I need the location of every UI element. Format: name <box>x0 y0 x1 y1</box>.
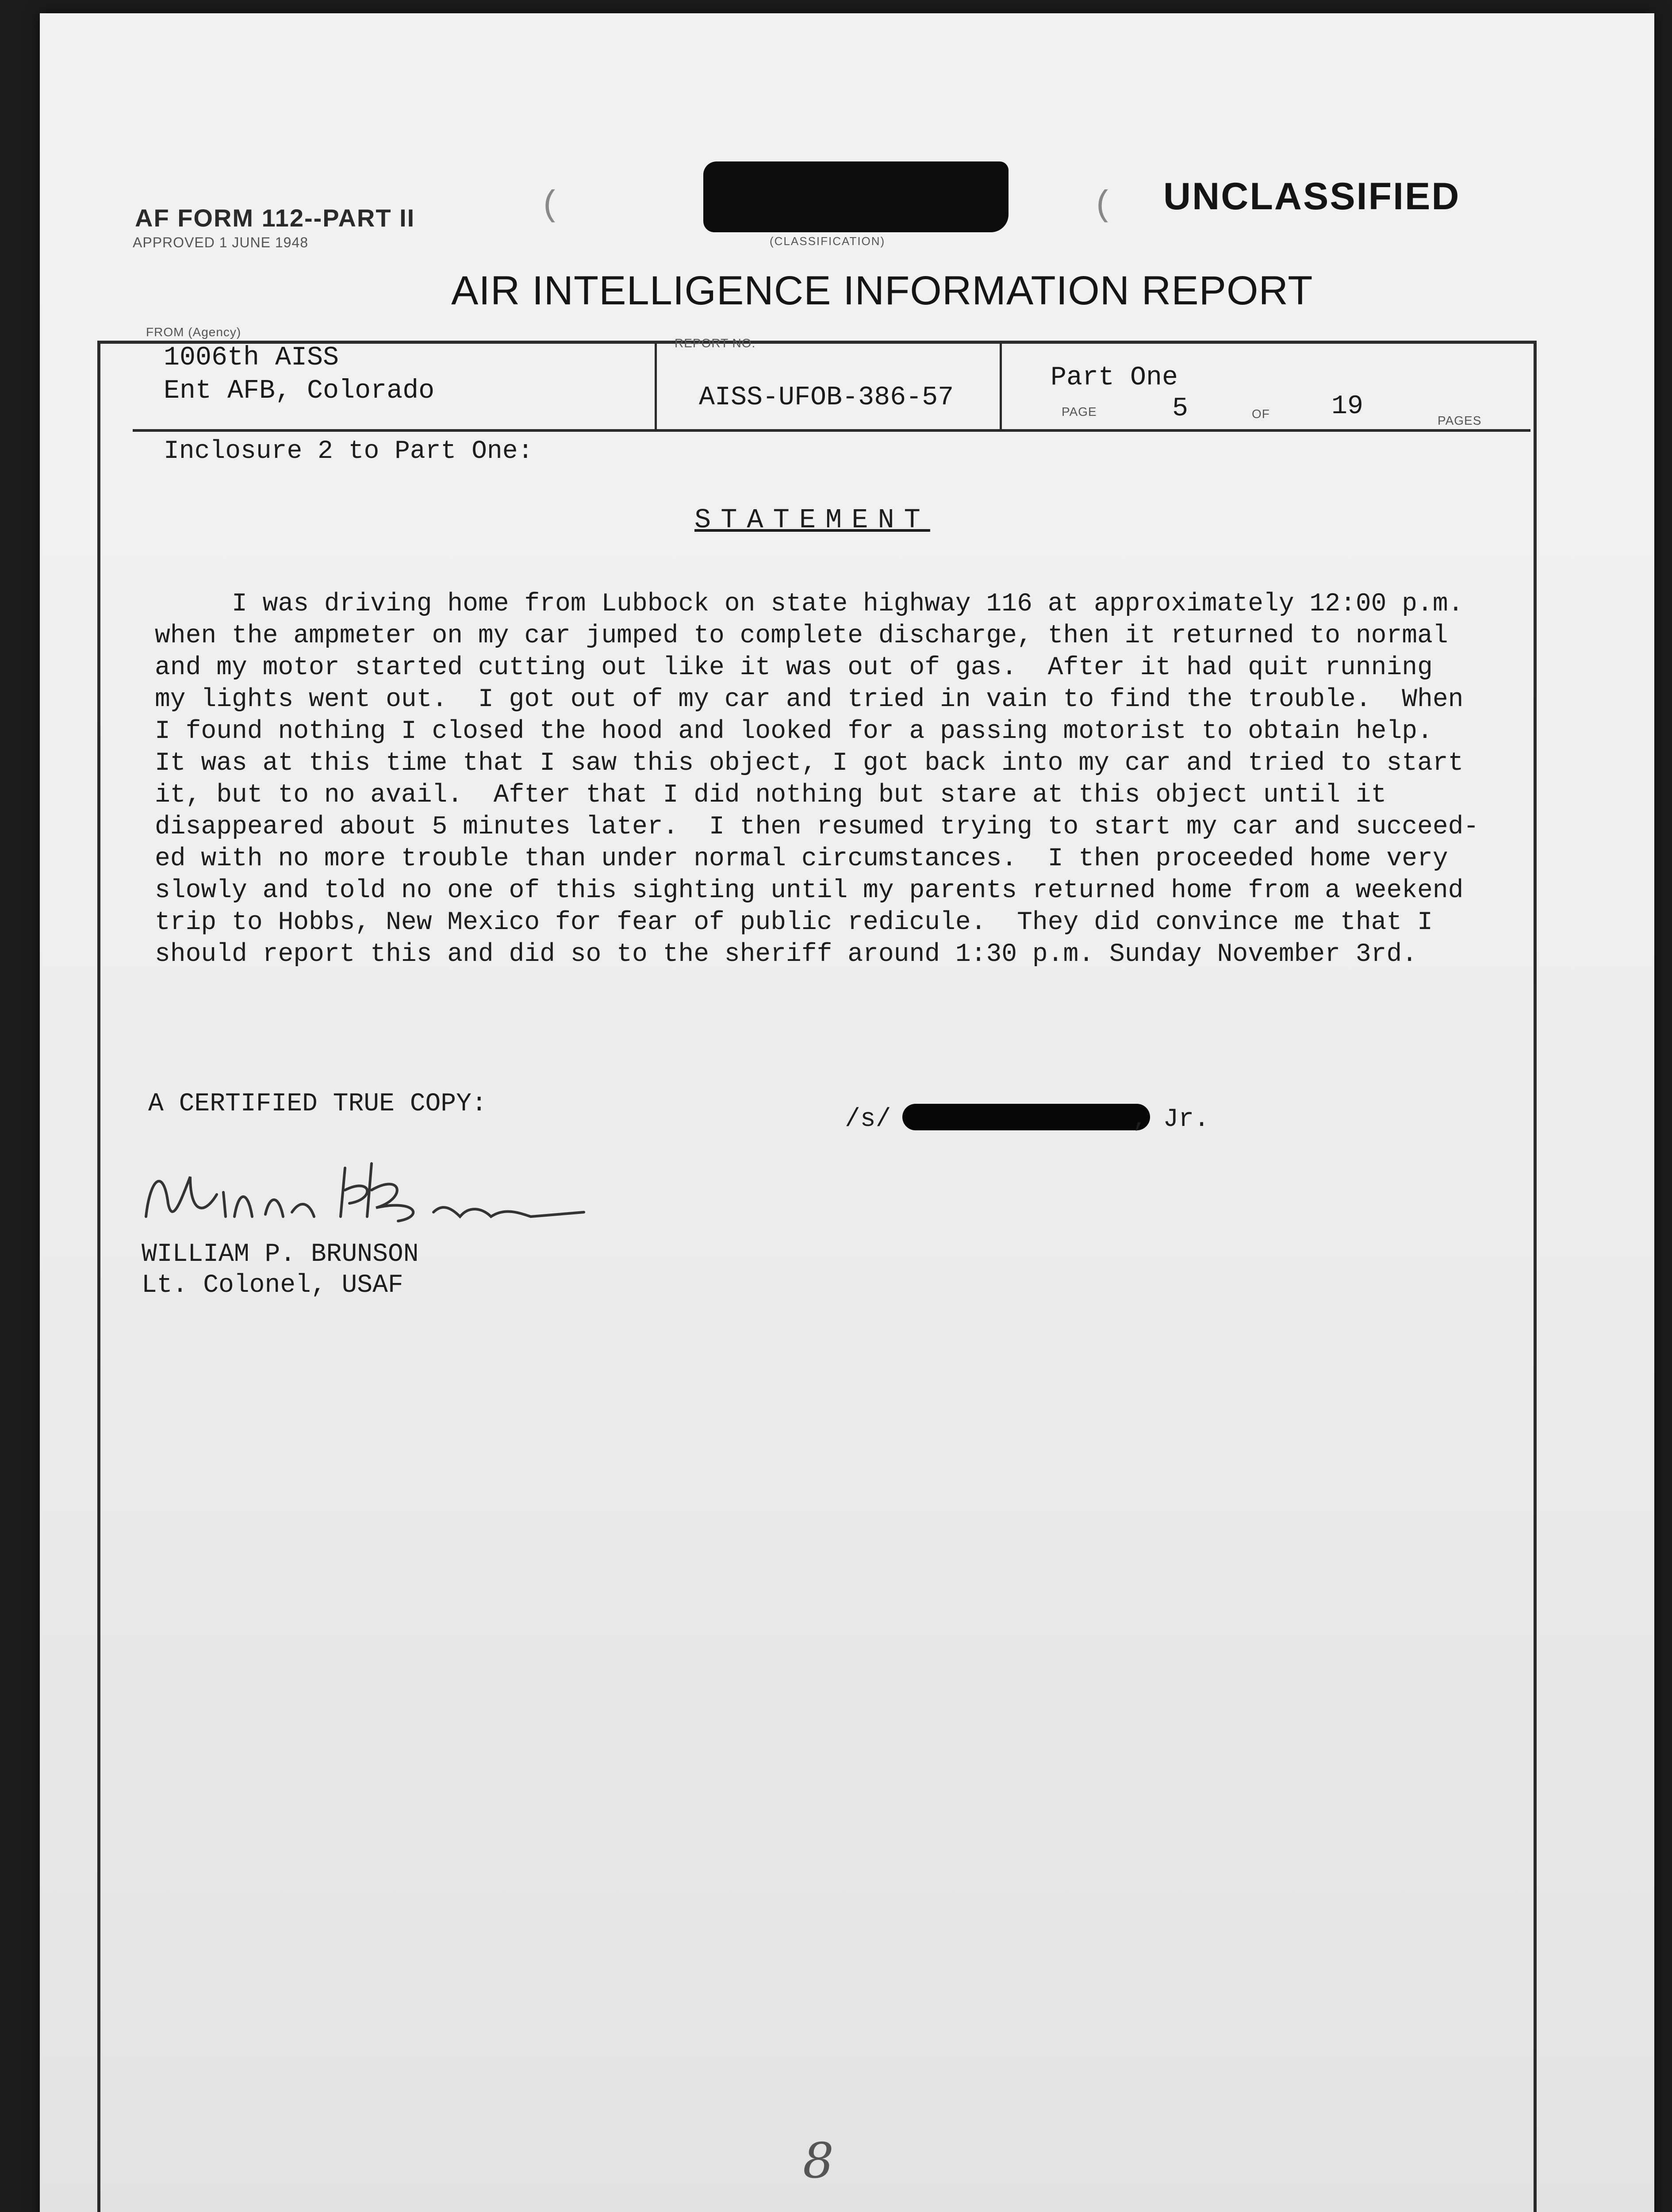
statement-line: it, but to no avail. After that I did nothing but stare at this object until it <box>155 781 1387 810</box>
report-no-label: REPORT NO. <box>675 336 756 350</box>
cell-divider-2 <box>1000 341 1002 429</box>
form-id: AF FORM 112--PART II <box>135 204 415 232</box>
of-label: OF <box>1252 407 1270 421</box>
pages-label: PAGES <box>1438 414 1482 427</box>
cell-divider-1 <box>655 341 657 429</box>
signature-suffix: , Jr. <box>1132 1105 1210 1134</box>
statement-line: I found nothing I closed the hood and looked for a passing motorist to obtain help. <box>155 717 1433 746</box>
report-title: AIR INTELLIGENCE INFORMATION REPORT <box>451 268 1313 313</box>
signer-name: WILLIAM P. BRUNSON <box>142 1240 419 1269</box>
statement-body <box>155 588 1479 971</box>
bracket-left: ( <box>540 186 561 226</box>
signature-prefix: /s/ <box>845 1105 891 1134</box>
from-line-1: 1006th AISS <box>164 343 339 373</box>
handwritten-page-number: 8 <box>803 2132 834 2189</box>
approved-date: APPROVED 1 JUNE 1948 <box>133 234 309 250</box>
certified-line: A CERTIFIED TRUE COPY: <box>148 1090 487 1118</box>
classification-stamp-top: UNCLASSIFIED <box>1163 175 1461 218</box>
bracket-right: ( <box>1093 186 1114 226</box>
statement-line: It was at this time that I saw this object, I got back into my car and tried to start <box>155 749 1464 778</box>
page-number: 5 <box>1172 394 1189 424</box>
inclosure-line: Inclosure 2 to Part One: <box>164 437 533 466</box>
statement-line: and my motor started cutting out like it was out of gas. After it had quit running <box>155 653 1433 682</box>
from-label: FROM (Agency) <box>146 325 242 339</box>
redaction-signature <box>902 1104 1150 1130</box>
total-pages: 19 <box>1331 392 1364 422</box>
statement-line: when the ampmeter on my car jumped to complete discharge, then it returned to normal <box>155 622 1448 650</box>
part-label: Part One <box>1051 363 1178 393</box>
from-line-2: Ent AFB, Colorado <box>164 376 435 406</box>
statement-line: ed with no more trouble than under normal circumstances. I then proceeded home very <box>155 845 1448 873</box>
statement-line: my lights went out. I got out of my car and tried in vain to find the trouble. When <box>155 685 1464 714</box>
page-label: PAGE <box>1062 405 1097 419</box>
statement-line: trip to Hobbs, New Mexico for fear of public redicule. They did convince me that I <box>155 908 1433 937</box>
signer-rank: Lt. Colonel, USAF <box>142 1271 403 1300</box>
statement-line: slowly and told no one of this sighting until my parents returned home from a weekend <box>155 876 1464 905</box>
statement-line: should report this and did so to the sheriff around 1:30 p.m. Sunday November 3rd. <box>155 940 1418 969</box>
statement-line: disappeared about 5 minutes later. I then resumed trying to start my car and succeed- <box>155 813 1479 841</box>
statement-line: I was driving home from Lubbock on state highway 116 at approximately 12:00 p.m. <box>155 590 1464 618</box>
report-no: AISS-UFOB-386-57 <box>699 383 954 413</box>
classification-label-top: (CLASSIFICATION) <box>770 234 886 248</box>
redaction-top <box>703 161 1009 232</box>
statement-heading: STATEMENT <box>694 504 930 536</box>
